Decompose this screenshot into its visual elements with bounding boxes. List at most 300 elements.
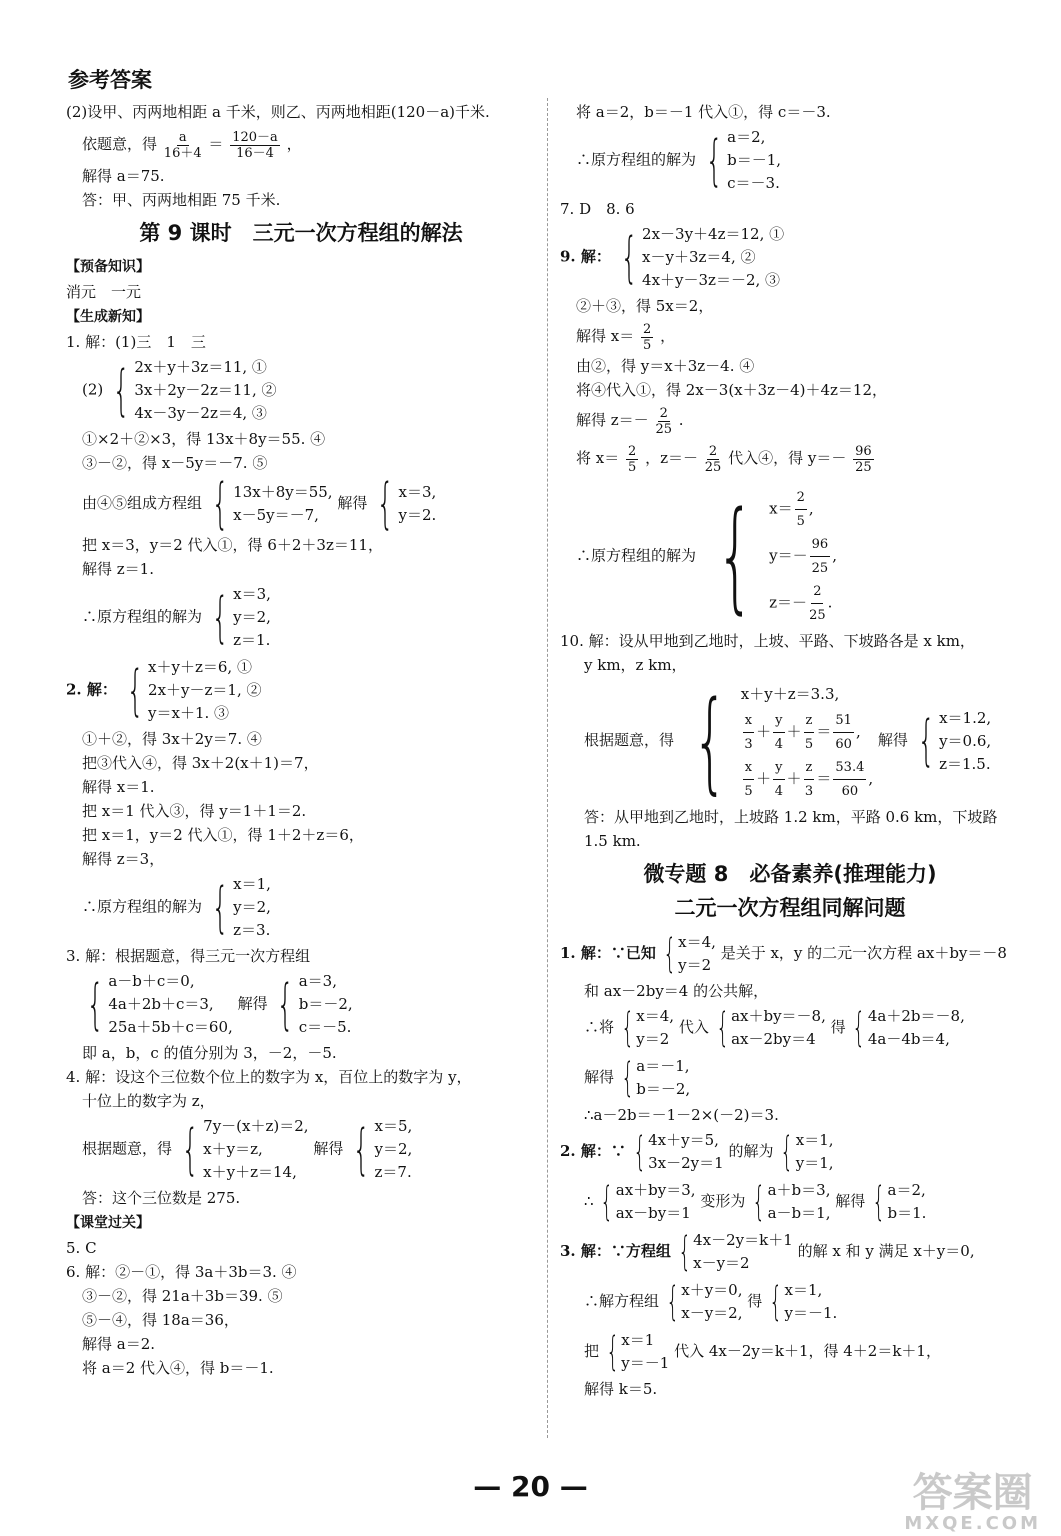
equation: y＝2 [678,956,712,974]
brace: { [852,1005,866,1051]
text-span: ＋ [756,769,772,788]
text-line: 1.5 km. [584,832,641,850]
numerator: y [773,756,784,780]
text-span: 代入 4x－2y＝k＋1，得 4＋2＝k＋1， [674,1342,941,1360]
text-span: 的解为 [728,1142,774,1160]
text-span: ＝ [816,722,832,741]
text-line: 解得 a＝75. [82,167,165,185]
numerator: 2 [643,321,652,337]
text-line: 将 a＝2 代入④，得 b＝－1. [82,1359,274,1377]
equation: 4x－3y－2z＝4, ③ [134,404,267,422]
equation: $\frac{x}{3}$ ＋ $\frac{y}{4}$ ＋ $\frac{z}{5}$ ＝ $\frac{51}{60}$ , [741,709,873,756]
text-span: 2. 解：∵ [560,1142,626,1160]
denominator: 25 [655,421,672,437]
equation: z＝3. [233,921,271,939]
equation: x＝ $\frac{2}{5}$ , [769,486,837,533]
text-line: 解得 k＝5. [584,1380,658,1398]
fraction [164,130,202,161]
text-line [560,221,1020,294]
brace: { [211,472,229,535]
watermark-text: 答案圈 [912,1470,1033,1516]
brace: { [678,1229,691,1275]
fraction [626,444,638,475]
equation: y＝－1 [621,1354,670,1372]
text-line [66,1113,536,1186]
equation-system [604,1329,669,1375]
text-span: 把 [584,1342,600,1360]
text-line [560,1003,1020,1053]
equation: b＝－2, [298,995,353,1013]
text-line: 和 ax－2by＝4 的公共解， [584,982,769,1000]
equation: 4a＋2b＝－8, [867,1007,965,1025]
equation: y＝2, [233,608,271,626]
equation: y＝2 [636,1030,670,1048]
equation: 3x＋2y－2z＝11, ② [134,381,277,399]
text-line [560,677,1020,805]
text-span: ＋ [786,769,802,788]
equation: y＝－ $\frac{96}{25}$ , [769,533,837,580]
text-span: ＋ [786,722,802,741]
equation-system [679,679,873,803]
brace: { [715,1005,729,1051]
equation: y＝－1. [784,1304,838,1322]
text-line: 把 x＝1，y＝2 代入①，得 1＋2＋z＝6， [82,826,364,844]
text-span: 得 [747,1292,763,1310]
text-line [560,929,1020,979]
brace: { [112,358,130,422]
text-line: 十位上的数字为 z， [82,1092,215,1110]
text-line: 把③代入④，得 3x＋2(x＋1)＝7， [82,754,319,772]
text-line: 将④代入①，得 2x－3(x＋3z－4)＋4z＝12， [576,381,888,399]
equation-system [598,1179,695,1225]
brace: { [86,972,104,1036]
fraction [853,444,874,475]
text-span: 由④⑤组成方程组 [82,494,203,512]
text-span: z＝－ [769,593,808,612]
numerator: 96 [810,533,831,557]
text-span: ∴原方程组的解为 [82,607,203,626]
text-line: ②＋③，得 5x＝2， [576,297,714,315]
right-column [560,100,1020,1401]
equation: a＝－1, [636,1057,690,1075]
text-span: 代入 [678,1018,709,1036]
text-span: 9. 解： [560,247,611,266]
text-line: 解得 z＝3， [82,850,165,868]
brace: { [780,1129,794,1175]
equation-system [701,486,837,627]
equation: x＝3, [398,483,437,501]
numerator: y [773,709,784,733]
section-title: 第 9 课时 三元一次方程组的解法 [139,221,463,245]
equation: y＝0.6, [939,731,992,750]
equation-system [664,1279,743,1325]
brace: { [692,677,728,805]
equation-system [631,1129,724,1175]
text-span: ， [286,135,302,153]
text-line [560,318,1020,354]
fraction [743,756,754,803]
text-span: ∴原方程组的解为 [82,897,203,916]
brace: { [872,1179,886,1225]
equation-system [661,931,716,977]
denominator: 5 [628,459,637,475]
text-line [66,124,536,164]
text-span: 根据题意，得 [584,731,675,749]
text-span: ＝ [208,135,224,153]
brace: { [663,931,676,977]
fraction [230,130,280,161]
text-span: 是关于 x，y 的二元一次方程 ax＋by＝－8 [720,944,1007,962]
denominator: 5 [643,337,652,353]
numerator: 51 [833,709,854,733]
text-span: 解得 [835,1192,866,1210]
text-span: ∴解方程组 [584,1292,660,1310]
text-line: 把 x＝1 代入③，得 y＝1＋1＝2. [82,802,307,820]
fraction [641,322,653,353]
equation: x＋y＋z＝3.3, [740,685,840,703]
brace: { [666,1279,679,1325]
fraction [833,709,854,756]
text-line: 答：从甲地到乙地时，上坡路 1.2 km，平路 0.6 km，下坡路 [584,808,998,826]
brace: { [620,225,638,289]
equation: ax－2by＝4 [731,1030,816,1048]
page-number: — 20 — [473,1470,588,1503]
equation: y＝2, [374,1140,413,1158]
equation: 2x－3y＋4z＝12, ① [642,225,785,243]
text-line [66,871,536,944]
text-line [560,438,1020,478]
equation: x－y＝2 [693,1254,750,1272]
denominator: 5 [744,784,753,799]
text-span: 得 [830,1018,846,1036]
brace: { [715,486,755,626]
equation: 7y－(x＋z)＝2, [203,1117,309,1135]
text-span: 3. 解：∵方程组 [560,1242,671,1260]
text-line [560,1053,1020,1103]
equation-system [676,1229,793,1275]
equation-system [850,1005,964,1051]
equation: y＝1, [795,1154,834,1172]
equation: 3x－2y＝1 [648,1154,724,1172]
equation-system [272,970,352,1039]
text-line: 把 x＝3，y＝2 代入①，得 6＋2＋3z＝11， [82,536,383,554]
text-line: ①×2＋②×3，得 13x＋8y＝55. ④ [82,430,326,448]
text-span: 解得 x＝ [576,327,635,345]
text-line [560,1227,1020,1277]
text-line: 4. 解：设这个三位数个位上的数字为 x，百位上的数字为 y， [66,1068,472,1086]
denominator: 5 [804,737,814,752]
text-span: (2) [82,380,104,399]
brace: { [376,472,394,535]
equation: x－y＝2, [681,1304,743,1322]
equation: a－b＋c＝0, [108,972,195,990]
fraction [655,406,672,437]
equation-system [122,656,262,725]
equation: x＝4, [636,1007,675,1025]
denominator: 4 [774,784,783,799]
numerator: z [804,709,815,733]
equation: b＝－1, [727,151,782,169]
section-title: 微专题 8 必备素养(推理能力) [643,862,937,886]
text-line [560,1277,1020,1327]
section-tag: 【课堂过关】 [66,1215,150,1231]
text-span: ∴ [584,1192,594,1210]
equation: b＝1. [887,1204,927,1222]
text-line: ③－②，得 x－5y＝－7. ⑤ [82,454,268,472]
watermark-logo [904,1472,1041,1534]
text-span: ，z＝－ [645,449,698,467]
brace: { [126,658,144,722]
equation-system [207,472,333,535]
equation-system [750,1179,830,1225]
equation: c＝－5. [298,1018,352,1036]
text-line: 将 a＝2，b＝－1 代入①，得 c＝－3. [576,103,831,121]
denominator: 25 [811,561,829,576]
numerator: a [178,129,187,145]
equation: x－y＋3z＝4, ② [642,248,756,266]
equation-system [372,472,437,535]
equation: c＝－3. [727,174,780,192]
text-span: 1. 解：∵已知 [560,944,656,962]
fraction [795,486,807,533]
denominator: 25 [704,459,722,475]
brace: { [621,1005,634,1051]
brace: { [606,1329,619,1375]
brace: { [621,1055,634,1101]
text-span: 依题意，得 [82,135,158,153]
watermark-url: MXQE.COM [904,1513,1041,1534]
fraction [705,444,722,475]
fraction [743,709,754,756]
text-span: . [678,411,684,429]
equation: x＝4, [678,933,716,951]
equation: x－5y＝－7, [233,506,319,524]
brace: { [211,585,229,649]
equation: a＝2, [887,1181,926,1199]
numerator: 120－a [232,129,278,145]
text-line: ③－②，得 21a＋3b＝39. ⑤ [82,1287,283,1305]
denominator: 5 [796,514,805,529]
denominator: 4 [774,737,783,752]
fraction [773,756,784,803]
brace: { [211,875,229,939]
text-span: ， [660,327,676,345]
denominator: 60 [841,784,859,799]
denominator: 25 [809,608,826,623]
text-line [560,402,1020,438]
equation-system [767,1279,837,1325]
brace: { [705,128,723,192]
text-line: 消元 一元 [66,283,142,301]
text-line [66,354,536,427]
text-line [66,654,536,727]
equation: y＝2. [398,506,437,524]
equation: x＝1, [784,1281,823,1299]
text-span: 解得 [337,494,368,512]
text-line: ⑤－④，得 18a＝36， [82,1311,239,1329]
denominator: 16－4 [236,145,274,161]
text-span: 2. 解： [66,680,117,699]
fraction [804,709,815,756]
equation: ax＋by＝3, [615,1181,696,1199]
brace: { [769,1279,783,1325]
fraction [809,580,826,627]
text-line: 3. 解：根据题意，得三元一次方程组 [66,947,311,965]
fraction [810,533,831,580]
equation-system [348,1115,412,1184]
denominator: 60 [835,737,852,752]
text-span: ∴原方程组的解为 [576,150,697,169]
text-line [560,1177,1020,1227]
equation-system [619,1005,674,1051]
equation: ax＋by＝－8, [731,1007,826,1025]
text-span: 代入④，得 y＝－ [728,449,847,467]
text-span: 解得 [584,1068,615,1086]
numerator: 53.4 [833,756,866,780]
equation: x＝5, [374,1117,413,1135]
numerator: 2 [708,443,718,459]
fraction [833,756,866,803]
text-line [66,581,536,654]
equation: a－b＝1, [767,1204,831,1222]
section-tag: 【预备知识】 [66,259,150,275]
equation: x＋y＋z＝6, ① [148,658,252,676]
text-line: 解得 a＝2. [82,1335,156,1353]
numerator: x [743,709,754,733]
equation: ax－by＝1 [615,1204,691,1222]
text-span: 解得 z＝－ [576,411,649,429]
equation: 4a－4b＝4, [867,1030,950,1048]
equation: 4x＋y＝5, [648,1131,719,1149]
equation: x＋y＝0, [681,1281,743,1299]
equation-system [616,223,784,292]
text-span: 解得 [237,994,268,1013]
text-line: y km，z km， [584,656,687,674]
equation: 4x＋y－3z＝－2, ③ [642,271,781,289]
equation-system [177,1115,309,1184]
denominator: 3 [804,784,814,799]
text-line [560,1127,1020,1177]
equation: 4x－2y＝k＋1 [693,1231,793,1249]
equation: a＝3, [298,972,337,990]
equation-system [714,1005,826,1051]
equation: x＋y＝z, [203,1140,263,1158]
equation: z＝－ $\frac{2}{25}$ . [769,580,837,627]
numerator: 2 [811,580,823,604]
equation-system [108,356,276,425]
column-divider [547,98,548,1438]
equation: y＝2, [233,898,271,916]
text-span: ＋ [756,722,772,741]
text-line: 答：这个三位数是 275. [82,1189,241,1207]
equation: a＋b＝3, [767,1181,831,1199]
equation-system [913,707,991,776]
brace: { [276,972,295,1036]
text-span: ∴将 [584,1018,615,1036]
numerator: 2 [628,443,637,459]
numerator: 2 [795,486,807,510]
denominator: 25 [855,459,872,475]
equation-system [701,126,781,195]
equation: x＝1, [233,875,271,893]
equation: z＝7. [374,1163,412,1181]
text-line: 即 a，b，c 的值分别为 3，－2，－5. [82,1044,337,1062]
numerator: 2 [659,405,668,421]
equation-system [619,1055,690,1101]
text-line: 1. 解：(1)三 1 三 [66,333,206,351]
text-span: 将 x＝ [576,449,620,467]
equation-system [207,583,271,652]
text-line: 答：甲、丙两地相距 75 千米. [82,191,281,209]
text-span: 的解 x 和 y 满足 x＋y＝0, [797,1242,975,1260]
brace: { [352,1117,370,1181]
left-column [66,100,536,1380]
text-line [560,124,1020,197]
text-line: 7. D 8. 6 [560,200,635,218]
brace: { [181,1117,199,1181]
equation: x＋y＋z＝14, [203,1163,297,1181]
equation: 2x＋y＋3z＝11, ① [134,358,267,376]
numerator: 96 [855,443,872,459]
section-tag: 【生成新知】 [66,309,150,325]
equation: x＝3, [233,585,271,603]
numerator: z [804,756,815,780]
page-header: 参考答案 [68,68,152,92]
equation-system [870,1179,926,1225]
text-line: ∴a－2b＝－1－2×(－2)＝3. [584,1106,779,1124]
text-span: ＝ [816,769,832,788]
equation: b＝－2, [636,1080,691,1098]
denominator: 16＋4 [163,145,202,161]
text-span: 变形为 [700,1192,746,1210]
equation: z＝1.5. [939,754,991,773]
text-span: x＝ [769,499,793,518]
numerator: x [743,756,754,780]
text-line: 解得 x＝1. [82,778,155,796]
equation: 13x＋8y＝55, [233,483,333,501]
equation: $\frac{x}{5}$ ＋ $\frac{y}{4}$ ＋ $\frac{z}{3}$ ＝ $\frac{53.4}{60}$ , [741,756,873,803]
equation: z＝1. [233,631,271,649]
text-span: 解得 [877,731,908,749]
text-span: 解得 [313,1139,344,1158]
equation: 4a＋2b＋c＝3, [108,995,214,1013]
text-line [560,484,1020,629]
text-line [66,472,536,535]
text-line: 由②，得 y＝x＋3z－4. ④ [576,357,755,375]
brace: { [633,1129,646,1175]
text-line: ①＋②，得 3x＋2y＝7. ④ [82,730,262,748]
fraction [804,756,815,803]
text-line: (2)设甲、丙两地相距 a 千米，则乙、丙两地相距(120－a)千米. [66,103,490,121]
text-line: 5. C [66,1239,97,1257]
denominator: 3 [744,737,753,752]
equation-system [207,873,271,942]
text-span: ∴原方程组的解为 [576,546,697,565]
text-line: 10. 解：设从甲地到乙地时，上坡、平路、下坡路各是 x km， [560,632,975,650]
brace: { [917,709,935,772]
equation-system [778,1129,833,1175]
brace: { [600,1179,614,1225]
equation: y＝x＋1. ③ [148,704,230,722]
equation: x＝1 [621,1331,655,1349]
equation: x＝1.2, [939,708,992,727]
equation: a＝2, [727,128,766,146]
text-span: 根据题意，得 [82,1139,173,1158]
fraction [773,709,784,756]
equation: 2x＋y－z＝1, ② [148,681,262,699]
equation-system [82,970,233,1039]
text-line: 6. 解：②－①，得 3a＋3b＝3. ④ [66,1263,297,1281]
